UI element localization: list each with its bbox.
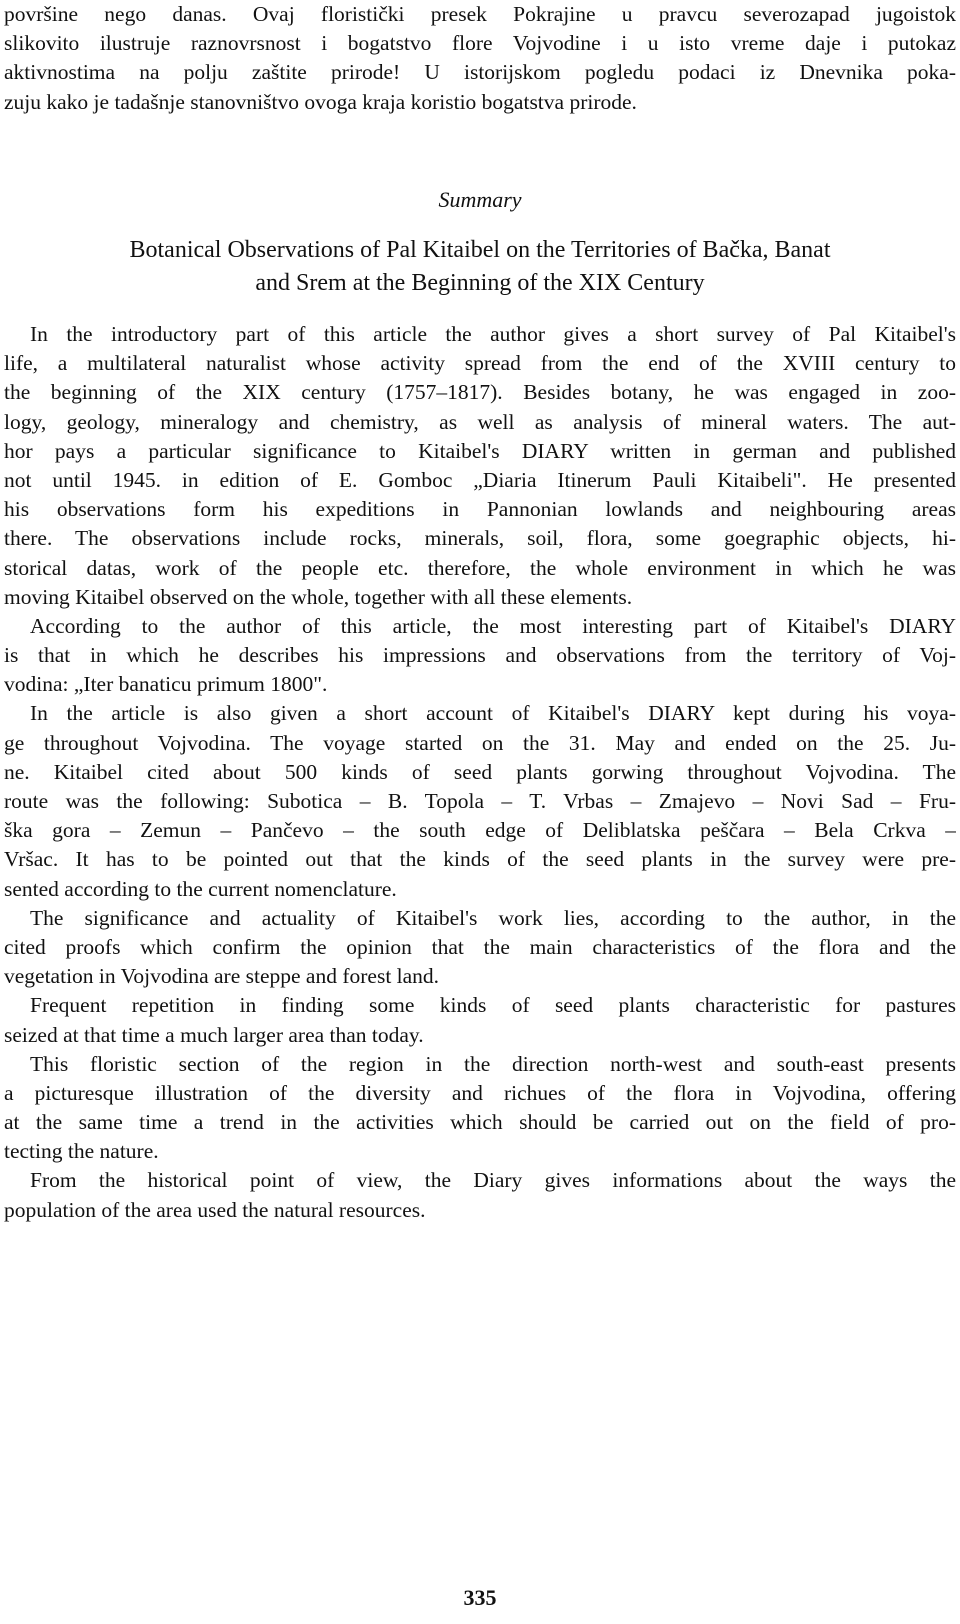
summary-line: moving Kitaibel observed on the whole, together with all these elements. (4, 584, 633, 609)
summary-line: In the introductory part of this article the author gives a short survey of Pal Kitaibel's (30, 322, 956, 346)
summary-line: seized at that time a much larger area than today. (4, 1022, 424, 1047)
intro-paragraph (4, 0, 956, 117)
summary-line: is that in which he describes his impressions and observations from the territory of Voj- (4, 643, 956, 668)
summary-line: vegetation in Vojvodina are steppe and forest land. (4, 964, 440, 989)
summary-line: population of the area used the natural resources. (4, 1197, 426, 1222)
summary-line: his observations form his expeditions in Pannonian lowlands and neighbouring areas (4, 497, 956, 522)
summary-line: ška gora – Zemun – Pančevo – the south edge of Deliblatska peščara – Bela Crkva – (4, 818, 956, 843)
intro-line: slikovito ilustruje raznovrsnost i bogatstvo flore Vojvodine i u isto vreme daje i putokaz (4, 31, 956, 56)
summary-line: ne. Kitaibel cited about 500 kinds of seed plants gorwing throughout Vojvodina. The (4, 759, 956, 784)
summary-line: life, a multilateral naturalist whose activity spread from the end of the XVIII century to (4, 351, 956, 376)
summary-line: hor pays a particular significance to Kitaibel's DIARY written in german and published (4, 438, 956, 463)
intro-line: zuju kako je tadašnje stanovništvo ovoga kraja koristio bogatstva prirode. (4, 89, 637, 114)
summary-line: vodina: „Iter banaticu primum 1800". (4, 672, 328, 697)
summary-label: Summary (438, 187, 522, 212)
summary-line: sented according to the current nomenclature. (4, 876, 397, 901)
intro-line: površine nego danas. Ovaj floristički presek Pokrajine u pravcu severozapad jugoistok (4, 2, 956, 26)
article-title-line: Botanical Observations of Pal Kitaibel on the Territories of Bačka, Banat (129, 237, 831, 263)
article-title-line: and Srem at the Beginning of the XIX Century (255, 270, 705, 296)
summary-line: logy, geology, mineralogy and chemistry, as well as analysis of mineral waters. The aut- (4, 409, 956, 434)
summary-line: The significance and actuality of Kitaibel's work lies, according to the author, in the (30, 905, 956, 930)
summary-line: In the article is also given a short account of Kitaibel's DIARY kept during his voya- (30, 701, 956, 726)
summary-line: not until 1945. in edition of E. Gomboc „Diaria Itinerum Pauli Kitaibeli". He presented (4, 467, 956, 492)
summary-line: Vršac. It has to be pointed out that the kinds of the seed plants in the survey were pre- (4, 847, 956, 872)
summary-line: a picturesque illustration of the diversity and richues of the flora in Vojvodina, offering (4, 1080, 956, 1105)
summary-line: route was the following: Subotica – B. Topola – T. Vrbas – Zmajevo – Novi Sad – Fru- (4, 789, 956, 813)
summary-line: This floristic section of the region in the direction north-west and south-east presents (30, 1051, 956, 1076)
summary-line: ge throughout Vojvodina. The voyage started on the 31. May and ended on the 25. Ju- (4, 730, 956, 755)
summary-line: From the historical point of view, the Diary gives informations about the ways the (30, 1168, 956, 1193)
page-number: 335 (463, 1585, 497, 1610)
intro-line: aktivnostima na polju zaštite prirode! U istorijskom pogledu podaci iz Dnevnika poka- (4, 60, 956, 85)
summary-line: cited proofs which confirm the opinion that the main characteristics of the flora and the (4, 934, 956, 959)
article-title (0, 234, 960, 300)
summary-line: tecting the nature. (4, 1139, 159, 1164)
summary-line: there. The observations include rocks, minerals, soil, flora, some goegraphic objects, hi- (4, 526, 956, 551)
summary-line: According to the author of this article, the most interesting part of Kitaibel's DIARY (30, 613, 956, 638)
summary-line: the beginning of the XIX century (1757–1817). Besides botany, he was engaged in zoo- (4, 380, 956, 405)
summary-line: Frequent repetition in finding some kinds of seed plants characteristic for pastures (30, 993, 956, 1018)
summary-line: storical datas, work of the people etc. therefore, the whole environment in which he was (4, 555, 956, 580)
summary-line: at the same time a trend in the activities which should be carried out on the field of pro- (4, 1110, 956, 1135)
summary-body (4, 320, 956, 1225)
